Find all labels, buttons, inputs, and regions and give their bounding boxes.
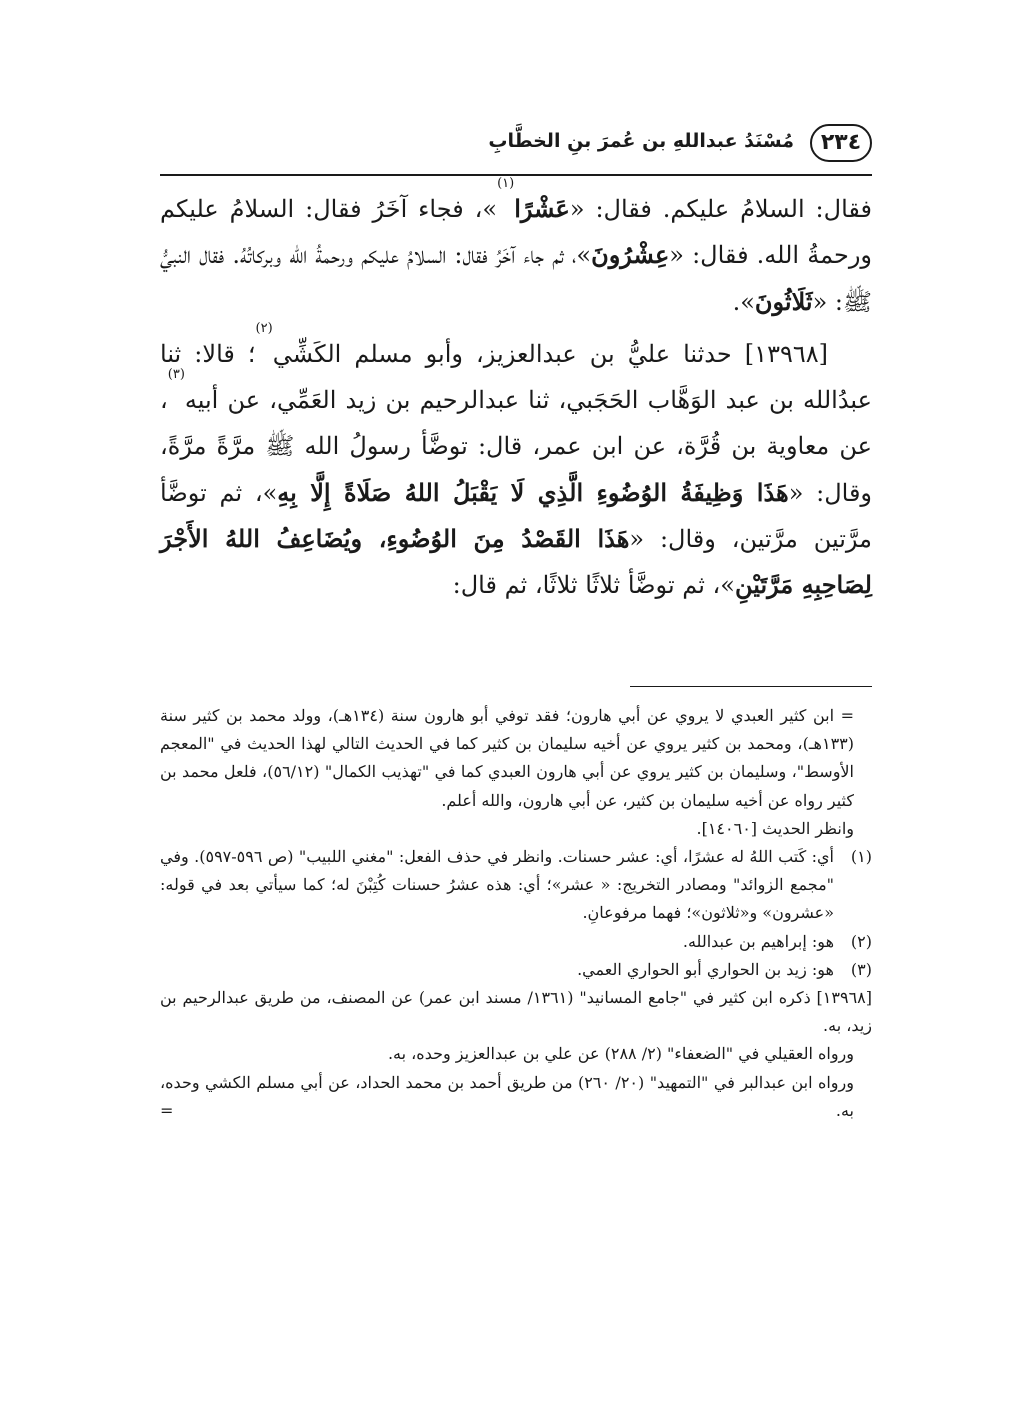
footnote-ref-2: (٢)	[255, 320, 273, 336]
hadith-paragraph-2	[160, 320, 873, 609]
takhrij-line-3-text: ورواه ابن عبدالبر في "التمهيد" (٢٠/ ٢٦٠) من طريق أحمد بن محمد الحداد، عن أبي مسلم الكشي وحده، به.	[160, 1072, 854, 1120]
footnotes	[160, 702, 872, 1125]
text-run: »، ثم توضَّأ ثلاثًا ثلاثًا، ثم قال:	[452, 571, 735, 600]
footnote-continuation-last: وانظر الحديث [١٤٠٦٠].	[696, 818, 854, 838]
running-title: مُسْنَدُ عبداللهِ بن عُمرَ بنِ الخطَّابِ	[488, 130, 794, 152]
footnote-3	[160, 956, 872, 984]
text-run: »، فجاء آخَرُ فقال: السلامُ عليكم ورحمةُ الله. فقال: «	[160, 195, 872, 270]
text-run: ».	[732, 287, 755, 316]
footnote-1-mark: (١)	[850, 847, 872, 867]
text-run: ؛ قالا: ثنا عبدُالله بن عبد الوَهَّاب الحَجَبي، ثنا عبدالرحيم بن زيد العَمِّي، عن أبيه	[160, 339, 872, 415]
main-text	[160, 176, 873, 609]
footnote-1-text: أي: كَتب اللهُ له عشرًا، أي: عشر حسنات. وانظر في حذف الفعل: "مغني اللبيب" (ص ٥٩٦-٥٩٧). وفي "مجمع الزوائد" ومصادر التخريج: « عشر»؛ أي: هذه عشرُ حسنات كُتِبْنَ له؛ كما سيأتي بعد في قوله: «عشرون» و«ثلاثون»؛ فهما مرفوعانِ.	[160, 847, 835, 923]
text-run: »، ثم جاء آخَرُ فقال: السلامُ عليكم ورحمةُ الله وبركاتُهُ. فقال النبيُّ ﷺ: «	[160, 241, 872, 316]
text-run: [١٣٩٦٨] حدثنا عليُّ بن عبدالعزيز، وأبو مسلم الكَشِّي	[272, 339, 828, 368]
text-run: »، ثم توضَّأ مرَّتين مرَّتين، وقال: «	[160, 478, 873, 554]
footnote-3-text: هو: زيد بن الحواري أبو الحواري العمي.	[577, 959, 834, 979]
continuation-mark: =	[160, 1100, 174, 1120]
hadith-paragraph-1	[160, 176, 873, 325]
text-run: ، عن معاوية بن قُرَّة، عن ابن عمر، قال: توضَّأ رسولُ الله ﷺ مرَّةً مرَّةً، وقال: «	[160, 386, 873, 507]
prophetic-saying: هَذَا القَصْدُ مِنَ الوُضُوءِ، ويُضَاعِفُ اللهُ الأَجْرَ لِصَاحِبِهِ مَرَّتَيْنِ	[160, 524, 872, 600]
footnote-2	[160, 928, 872, 956]
footnote-3-mark: (٣)	[850, 959, 872, 979]
footnote-2-mark: (٢)	[850, 931, 872, 951]
footnote-2-text: هو: إبراهيم بن عبدالله.	[682, 931, 834, 951]
takhrij-line-1: [١٣٩٦٨] ذكره ابن كثير في "جامع المسانيد" (١٣٦١/ مسند ابن عمر) عن المصنف، من طريق عبدالرحيم بن زيد، به.	[160, 988, 873, 1036]
header-divider	[160, 174, 872, 176]
footnote-continuation	[160, 702, 872, 843]
footnote-ref-3: (٣)	[167, 367, 185, 383]
text-run: فقال: السلامُ عليكم. فقال: «	[569, 195, 873, 223]
prophetic-word: عِشْرُونَ	[591, 240, 670, 270]
footnote-1	[160, 843, 872, 928]
page-number: ٢٣٤	[810, 124, 872, 162]
takhrij-line-3	[160, 1069, 872, 1125]
footnote-divider	[630, 686, 872, 687]
footnote-continuation-text: = ابن كثير العبدي لا يروي عن أبي هارون؛ فقد توفي أبو هارون سنة (١٣٤هـ)، وولد محمد بن كثير سنة (١٣٣هـ)، ومحمد بن كثير يروي عن أخيه سليمان بن كثير كما في الحديث التالي لهذا الحديث في "المعجم الأوسط"، وسليمان بن كثير يروي عن أبي هارون العبدي كما في "تهذيب الكمال" (٥٦/١٢)، فلعل محمد بن كثير رواه عن أخيه سليمان بن كثير، عن أبي هارون، والله أعلم.	[160, 706, 855, 810]
page-header	[160, 112, 872, 164]
takhrij-block	[160, 984, 872, 1125]
footnote-ref-1: (١)	[497, 176, 515, 191]
prophetic-saying: هَذَا وَظِيفَةُ الوُضُوءِ الَّذِي لَا يَقْبَلُ اللهُ صَلَاةً إِلَّا بِهِ	[277, 477, 789, 507]
takhrij-line-2: ورواه العقيلي في "الضعفاء" (٢/ ٢٨٨) عن علي بن عبدالعزيز وحده، به.	[387, 1044, 854, 1064]
prophetic-word: عَشْرًا	[514, 194, 570, 223]
prophetic-word: ثَلَاثُونَ	[754, 286, 813, 316]
